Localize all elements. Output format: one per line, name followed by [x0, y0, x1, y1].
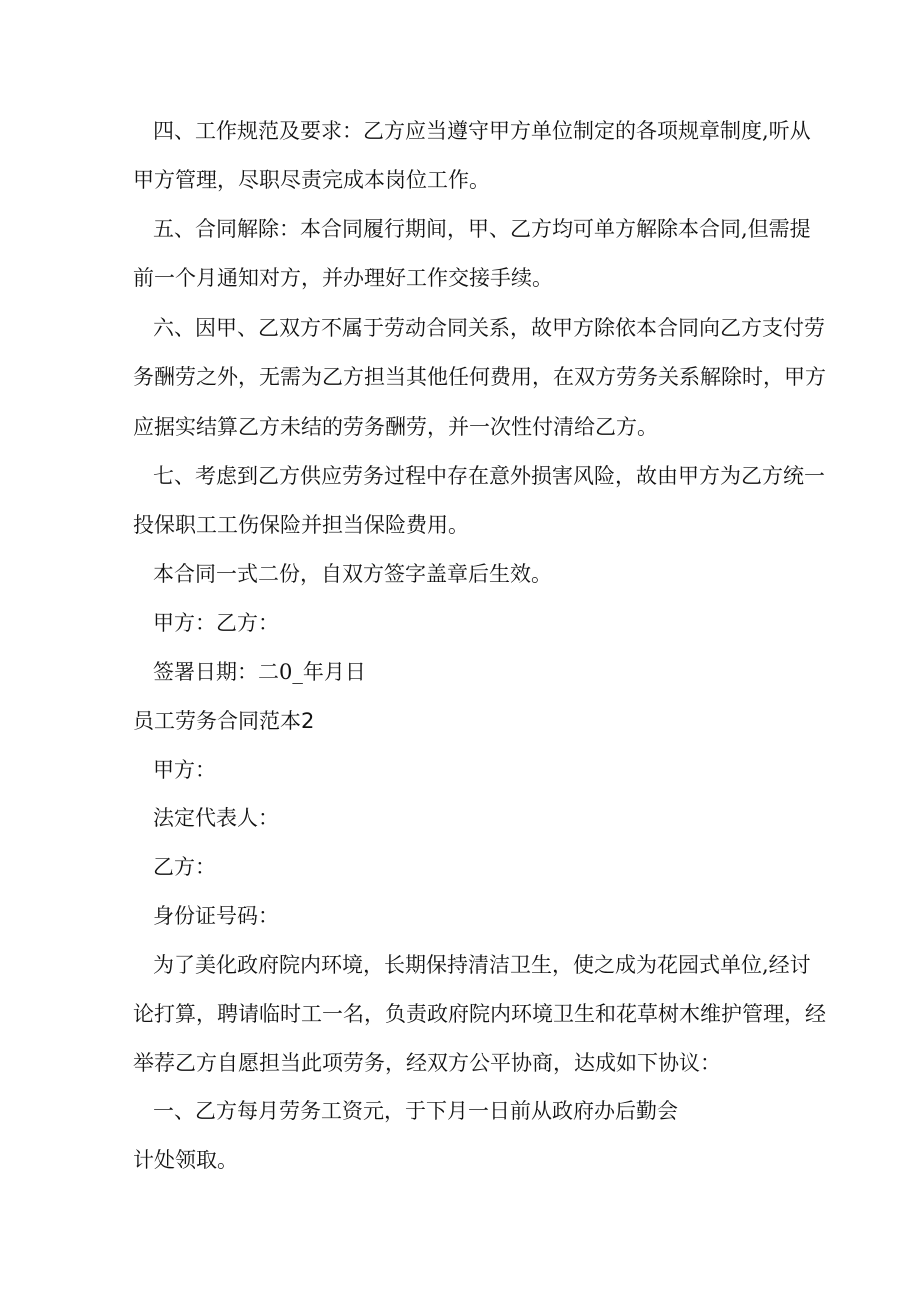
clause-5-line-2: 前一个月通知对方，并办理好工作交接手续。 [133, 266, 553, 290]
preamble-line-1: 为了美化政府院内环境，长期保持清洁卫生，使之成为花园式单位,经讨 [153, 953, 811, 977]
clause-1-line-1: 一、乙方每月劳务工资元，于下月一日前从政府办后勤会 [153, 1099, 678, 1123]
clause-4-line-2: 甲方管理，尽职尽责完成本岗位工作。 [133, 168, 490, 192]
clause-7-line-2: 投保职工工伤保险并担当保险费用。 [133, 513, 469, 537]
clause-7-line-1: 七、考虑到乙方供应劳务过程中存在意外损害风险，故由甲方为乙方统一 [153, 464, 825, 488]
clause-1-line-2: 计处领取。 [133, 1148, 238, 1172]
clause-6-line-1: 六、因甲、乙双方不属于劳动合同关系，故甲方除依本合同向乙方支付劳 [153, 316, 825, 340]
legal-representative-field: 法定代表人： [153, 806, 279, 830]
clause-6-line-2: 务酬劳之外，无需为乙方担当其他任何费用，在双方劳务关系解除时，甲方 [133, 365, 826, 389]
signing-date: 签署日期：二0_年月日 [153, 660, 366, 684]
preamble-line-3: 举荐乙方自愿担当此项劳务，经双方公平协商，达成如下协议： [133, 1051, 721, 1075]
clause-5-line-1: 五、合同解除：本合同履行期间，甲、乙方均可单方解除本合同,但需提 [153, 217, 811, 241]
party-b-field: 乙方： [153, 855, 216, 879]
clause-4-line-1: 四、工作规范及要求：乙方应当遵守甲方单位制定的各项规章制度,听从 [153, 119, 811, 143]
clause-6-line-3: 应据实结算乙方未结的劳务酬劳，并一次性付清给乙方。 [133, 415, 658, 439]
preamble-line-2: 论打算，聘请临时工一名，负责政府院内环境卫生和花草树木维护管理，经 [133, 1002, 826, 1026]
copies-clause: 本合同一式二份，自双方签字盖章后生效。 [153, 562, 552, 586]
contract-title: 员工劳务合同范本2 [133, 709, 315, 733]
party-signatures: 甲方：乙方： [153, 611, 279, 635]
party-a-field: 甲方： [153, 758, 216, 782]
id-number-field: 身份证号码： [153, 904, 279, 928]
